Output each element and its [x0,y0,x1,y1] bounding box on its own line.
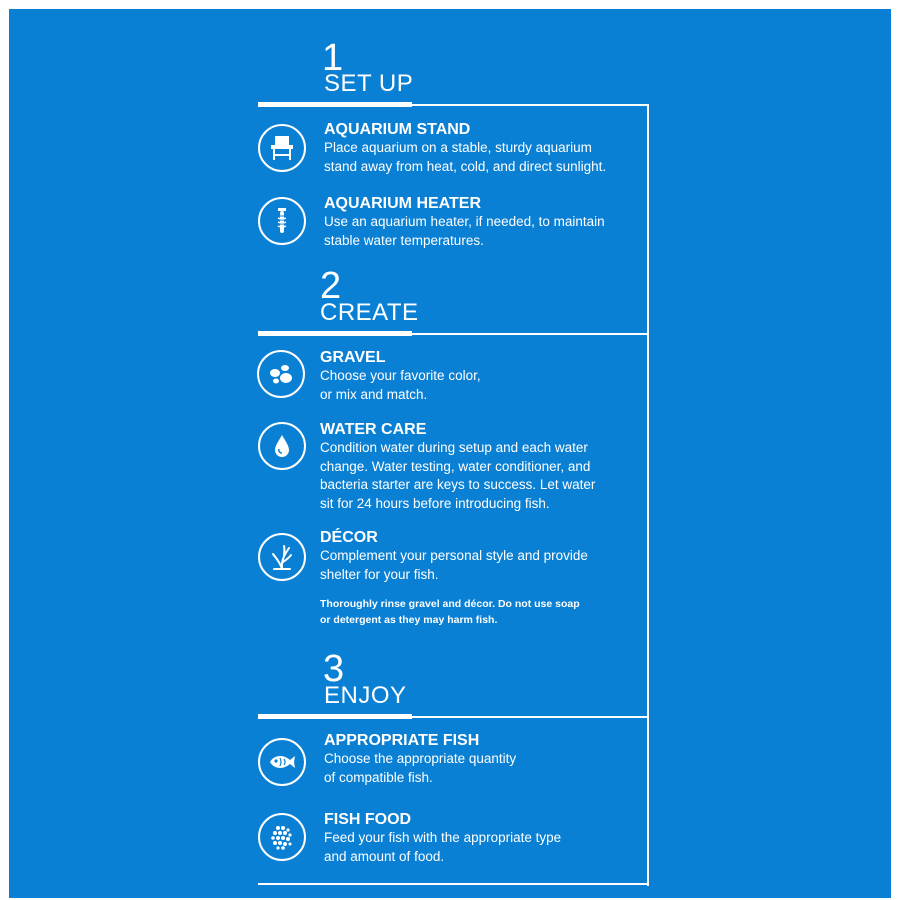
item-description: Use an aquarium heater, if needed, to maintain stable water temperatures. [324,214,605,248]
care-note: Thoroughly rinse gravel and décor. Do not use soap or detergent as they may harm fish. [320,598,580,626]
step-title: ENJOY [324,682,407,709]
plant-decor-icon [258,533,306,581]
section-divider-thick [258,331,412,336]
step-title: CREATE [320,299,419,326]
item-description: Place aquarium on a stable, sturdy aquarium stand away from heat, cold, and direct sunlight. [324,140,607,174]
section-divider-thick [258,714,412,719]
item-title: DÉCOR [320,529,378,546]
item-title: AQUARIUM HEATER [324,195,482,212]
item-title: FISH FOOD [324,811,412,828]
section-divider-thin [412,333,649,335]
item-title: GRAVEL [320,349,386,366]
step-title: SET UP [324,70,414,97]
aquarium-heater-icon [258,197,306,245]
fish-icon [258,738,306,786]
item-description: Complement your personal style and provide shelter for your fish. [320,548,588,582]
section-divider-thin [412,104,649,106]
item-description: Choose the appropriate quantity of compatible fish. [324,751,517,785]
water-drop-icon [258,422,306,470]
item-description: Feed your fish with the appropriate type and amount of food. [324,830,562,864]
section-divider-thin [412,716,649,718]
item-description: Condition water during setup and each water change. Water testing, water conditioner, and bacteria starter are keys to success. Let water sit for 24 hours before introducing fish. [320,440,596,511]
step-number: 1 [322,37,344,79]
fish-food-icon [258,813,306,861]
aquarium-stand-icon [258,124,306,172]
gravel-icon [257,350,305,398]
item-title: APPROPRIATE FISH [324,732,480,749]
frame-bottom-line [258,883,649,885]
step-number: 2 [320,265,342,307]
item-title: AQUARIUM STAND [324,121,471,138]
section-divider-thick [258,102,412,107]
item-description: Choose your favorite color, or mix and match. [320,368,481,402]
step-number: 3 [323,648,345,690]
frame-right-line [647,104,649,886]
item-title: WATER CARE [320,421,427,438]
